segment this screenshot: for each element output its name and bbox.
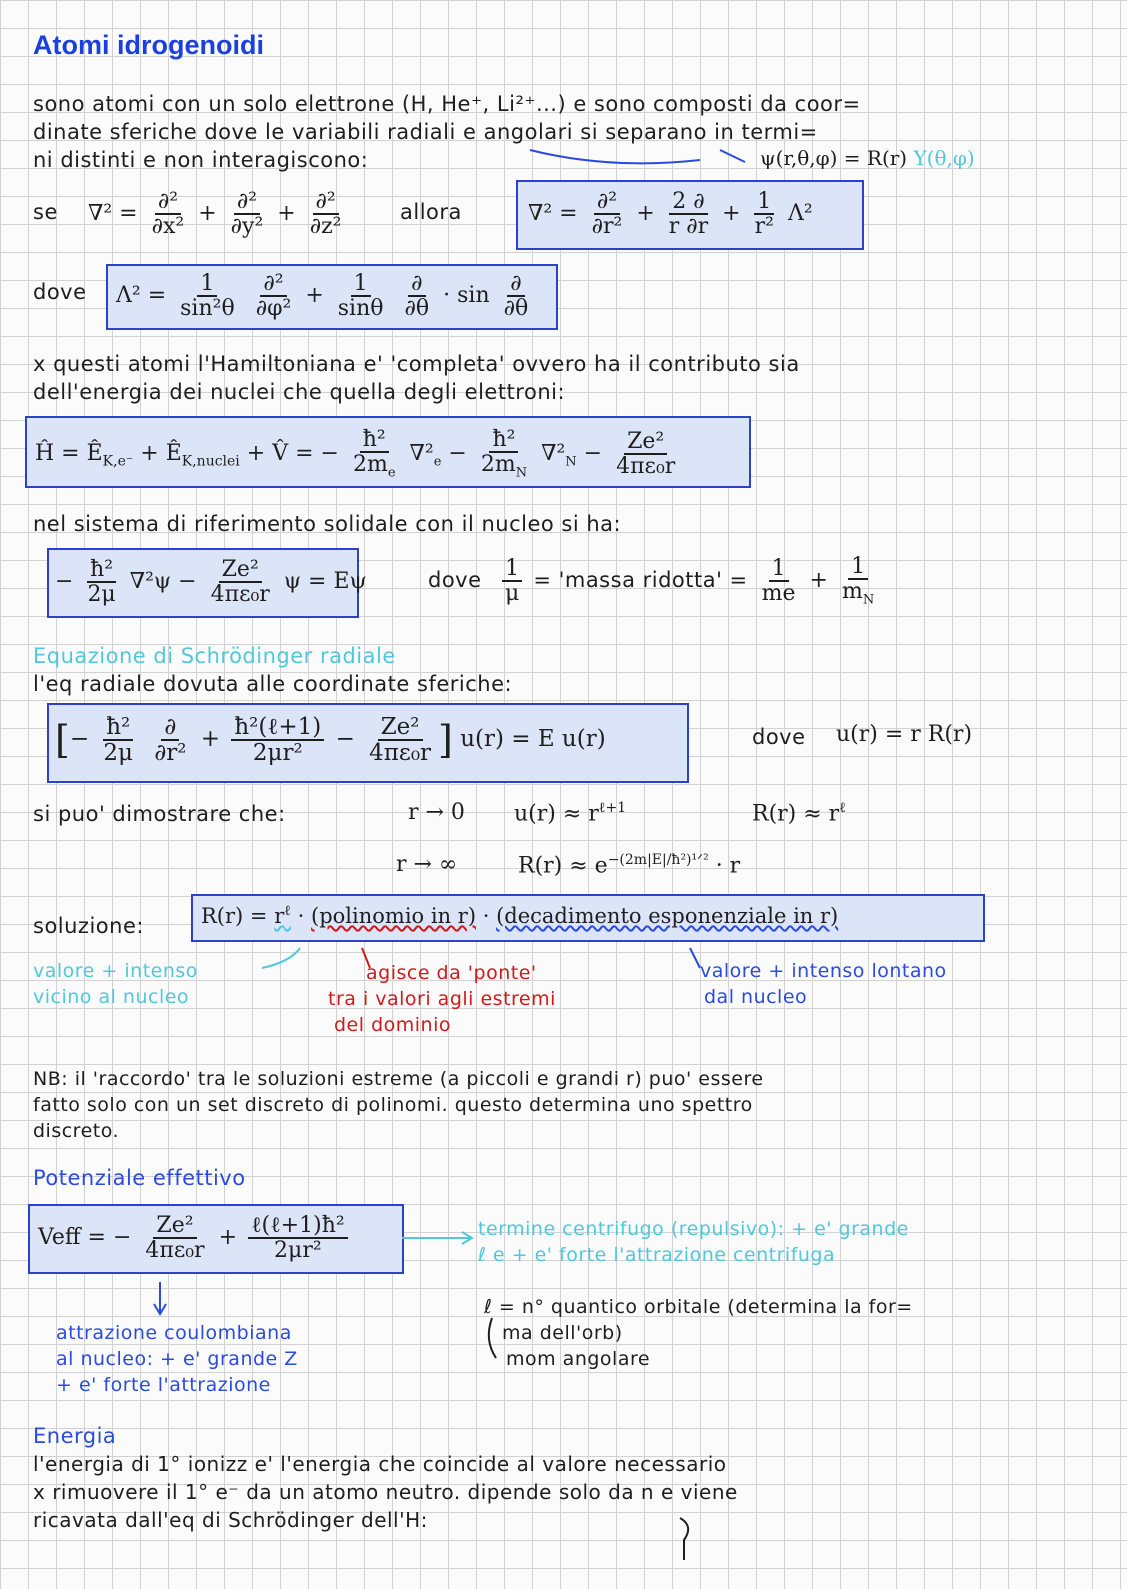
note-red-3: del dominio: [334, 1014, 451, 1036]
ham-nab2-sub: N: [565, 454, 577, 470]
leg-t2c-num: ∂: [507, 272, 524, 297]
sph-plus-1: +: [636, 201, 655, 227]
psi-separation-y: Y(θ,φ): [913, 146, 975, 170]
solution-r-exp: ℓ: [284, 903, 291, 919]
me-num: 1: [769, 557, 789, 582]
sph-t2-den: r ∂r: [668, 214, 709, 240]
cart-x-den: ∂x²: [151, 214, 185, 240]
sph-lambda: Λ²: [787, 201, 813, 227]
limit-1-b-exp: ℓ+1: [598, 800, 627, 816]
l-definition-1: ℓ = n° quantico orbitale (determina la for=: [484, 1296, 913, 1318]
me-den: me: [761, 581, 796, 607]
ref-minus-2: −: [178, 569, 197, 595]
massa-ridotta-label: = 'massa ridotta' =: [533, 568, 748, 593]
solution-dot-1: ·: [297, 904, 305, 928]
arrow-cyan-note: [262, 948, 300, 968]
ham-lhs: Ĥ = Ê: [35, 441, 103, 467]
energy-line-1: l'energia di 1° ionizz e' l'energia che coincide al valore necessario: [33, 1452, 727, 1476]
radial-t3-den: 4πε₀r: [369, 740, 432, 767]
arrow-red-note: [362, 948, 370, 968]
hamiltonian-text-1: x questi atomi l'Hamiltoniana e' 'completa' ovvero ha il contributo sia: [33, 352, 800, 376]
ref-t1-den: 2μ: [87, 582, 116, 608]
intro-line-3: ni distinti e non interagiscono:: [33, 148, 369, 172]
dove-label-1: dove: [33, 280, 87, 304]
dove-label-2: dove: [428, 568, 482, 592]
leg-t2b-den: ∂θ: [404, 296, 430, 322]
arrow-psi-head: [720, 150, 745, 162]
veff-t2-num: ℓ(ℓ+1)ħ²: [248, 1214, 348, 1239]
ref-minus-1: −: [55, 569, 74, 595]
ham-t2-den-sub: N: [515, 465, 528, 481]
cart-y-den: ∂y²: [230, 214, 264, 240]
intro-line-1: sono atomi con un solo elettrone (H, He⁺, Li²⁺...) e sono composti da coor=: [33, 92, 861, 116]
leg-t2b-num: ∂: [408, 272, 425, 297]
note-cyan-1: valore + intenso: [33, 960, 198, 982]
solution-r: r: [274, 904, 285, 928]
leg-plus: +: [305, 283, 324, 309]
veff-t1-num: Ze²: [153, 1214, 196, 1239]
mn-den-sub: N: [862, 592, 875, 608]
sph-t1-num: ∂²: [594, 190, 620, 215]
nb-line-1: NB: il 'raccordo' tra le soluzioni estreme (a piccoli e grandi r) puo' essere: [33, 1068, 764, 1090]
ham-t3-den: 4πε₀r: [616, 454, 676, 480]
radial-t2-den: 2μr²: [252, 740, 303, 767]
mn-num: 1: [848, 555, 868, 580]
plus-1: +: [198, 201, 217, 227]
veff-heading: Potenziale effettivo: [33, 1166, 246, 1190]
arrow-energy: [680, 1518, 688, 1560]
ham-sub2: K,nuclei: [181, 453, 240, 470]
solution-lhs: R(r) =: [201, 904, 268, 928]
cart-z-den: ∂z²: [309, 214, 342, 240]
ham-t3-num: Ze²: [624, 430, 667, 455]
ref-tail: ψ = Eψ: [283, 569, 367, 595]
ham-sub1: K,e⁻: [102, 453, 134, 470]
veff-t2-den: 2μr²: [274, 1238, 322, 1264]
veff-lhs: Veff = −: [38, 1225, 132, 1251]
leg-t1b-num: ∂²: [260, 272, 286, 297]
ref-nabla-psi: ∇²ψ: [129, 569, 172, 595]
radial-text: l'eq radiale dovuta alle coordinate sferiche:: [33, 672, 513, 696]
energy-line-2: x rimuovere il 1° e⁻ da un atomo neutro. dipende solo da n e viene: [33, 1480, 738, 1504]
radial-minus-2: −: [335, 726, 355, 753]
radial-minus-1: −: [69, 726, 90, 753]
l-definition-3: mom angolare: [506, 1348, 651, 1370]
ref-t2-num: Ze²: [219, 558, 262, 583]
sph-lhs: ∇² =: [528, 201, 578, 227]
ref-t1-num: ħ²: [87, 558, 116, 583]
leg-t1b-den: ∂φ²: [255, 296, 292, 322]
leg-sin: · sin: [443, 283, 490, 309]
radial-t1b-num: ∂: [161, 715, 179, 741]
energy-line-3: ricavata dall'eq di Schrödinger dell'H:: [33, 1508, 428, 1532]
limit-2-b-main: R(r) ≈ e: [518, 853, 608, 879]
sph-t3-num: 1: [754, 190, 774, 215]
limit-2-a: r → ∞: [396, 852, 458, 877]
limit-1-b-main: u(r) ≈ r: [514, 801, 599, 827]
ham-nab1: ∇²: [409, 441, 434, 467]
nb-line-2: fatto solo con un set discreto di polinomi. questo determina uno spettro: [33, 1094, 753, 1116]
mn-den-main: m: [841, 579, 863, 605]
leg-t2c-den: ∂θ: [503, 296, 529, 322]
solution-label: soluzione:: [33, 914, 144, 938]
veff-centrifugal-2: ℓ e + e' forte l'attrazione centrifuga: [478, 1244, 836, 1266]
leg-t2-den: sinθ: [337, 296, 384, 322]
mass-plus: +: [809, 568, 828, 594]
veff-t1-den: 4πε₀r: [145, 1238, 205, 1264]
cart-z-num: ∂²: [313, 190, 339, 215]
radial-tail: u(r) = E u(r): [460, 726, 606, 753]
arrow-blue-note: [690, 948, 700, 968]
mu-num: 1: [502, 557, 522, 582]
leg-t1-num: 1: [197, 272, 217, 297]
ham-t1-den-sub: e: [387, 465, 396, 481]
ham-t1-num: ħ²: [360, 428, 389, 453]
radial-t1b-den: ∂r²: [154, 740, 187, 767]
limit-2-b-exp: −(2m|E|/ħ²)¹ᐟ²: [607, 852, 709, 868]
ham-t1-den-main: 2m: [352, 452, 388, 478]
mu-den: μ: [505, 581, 520, 607]
sph-t2-num: 2 ∂: [669, 190, 707, 215]
se-label: se: [33, 200, 58, 224]
veff-plus: +: [218, 1225, 238, 1251]
note-blue-2: dal nucleo: [704, 986, 808, 1008]
nb-line-3: discreto.: [33, 1120, 120, 1142]
dove-label-3: dove: [752, 725, 806, 749]
radial-bracket-open: [: [55, 718, 70, 763]
radial-t3-num: Ze²: [378, 715, 423, 741]
ham-t2-den-main: 2m: [480, 452, 516, 478]
ham-nab2: ∇²: [541, 441, 566, 467]
cart-y-num: ∂²: [234, 190, 260, 215]
ham-t2-num: ħ²: [489, 428, 518, 453]
limit-1-a: r → 0: [408, 800, 465, 825]
intro-line-2: dinate sferiche dove le variabili radiali e angolari si separano in termi=: [33, 120, 818, 144]
cart-lhs: ∇² =: [88, 201, 138, 227]
sph-plus-2: +: [722, 201, 741, 227]
limits-text: si puo' dimostrare che:: [33, 802, 286, 826]
solution-decay: (decadimento esponenziale in r): [496, 904, 839, 928]
ham-minus-1: −: [448, 441, 467, 467]
ham-v: + V̂ = −: [246, 441, 339, 467]
l-definition-2: ma dell'orb): [502, 1322, 623, 1344]
page-title: Atomi idrogenoidi: [33, 30, 264, 60]
leg-t1-den: sin²θ: [180, 296, 235, 322]
limit-2-b-tail: · r: [715, 853, 741, 879]
plus-2: +: [277, 201, 296, 227]
psi-separation-main: ψ(r,θ,φ) = R(r): [760, 146, 908, 170]
ref-frame-text: nel sistema di riferimento solidale con il nucleo si ha:: [33, 512, 622, 536]
leg-t2-num: 1: [351, 272, 371, 297]
radial-t1-den: 2μ: [103, 740, 134, 767]
note-red-2: tra i valori agli estremi: [328, 988, 556, 1010]
allora-label: allora: [400, 200, 462, 224]
hamiltonian-text-2: dell'energia dei nuclei che quella degli elettroni:: [33, 380, 566, 404]
radial-plus: +: [200, 726, 221, 753]
arrow-radial-angular: [530, 150, 700, 163]
radial-heading: Equazione di Schrödinger radiale: [33, 644, 396, 668]
leg-lhs: Λ² =: [116, 283, 167, 309]
ham-nab1-sub: e: [433, 454, 442, 470]
energy-heading: Energia: [33, 1424, 117, 1448]
sph-t1-den: ∂r²: [591, 214, 623, 240]
arrow-l-def: [489, 1318, 496, 1358]
ref-t2-den: 4πε₀r: [210, 582, 270, 608]
solution-polynomial: (polinomio in r): [311, 904, 477, 928]
radial-t1-num: ħ²: [103, 715, 133, 741]
veff-coulomb-3: + e' forte l'attrazione: [56, 1374, 271, 1396]
cart-x-num: ∂²: [155, 190, 181, 215]
radial-t2-num: ħ²(ℓ+1): [231, 715, 324, 741]
solution-dot-2: ·: [482, 904, 490, 928]
limit-1-c-main: R(r) ≈ r: [752, 801, 840, 827]
note-blue-1: valore + intenso lontano: [700, 960, 947, 982]
veff-centrifugal-1: termine centrifugo (repulsivo): + e' grande: [478, 1218, 909, 1240]
note-red-1: agisce da 'ponte': [366, 962, 537, 984]
ham-plus-e: + Ê: [140, 441, 182, 467]
radial-bracket-close: ]: [438, 718, 453, 763]
veff-coulomb-1: attrazione coulombiana: [56, 1322, 292, 1344]
ham-minus-2: −: [583, 441, 603, 467]
veff-coulomb-2: al nucleo: + e' grande Z: [56, 1348, 298, 1370]
sph-t3-den: r²: [754, 214, 774, 240]
limit-1-c-exp: ℓ: [839, 800, 846, 816]
note-cyan-2: vicino al nucleo: [33, 986, 190, 1008]
u-definition: u(r) = r R(r): [836, 722, 973, 747]
